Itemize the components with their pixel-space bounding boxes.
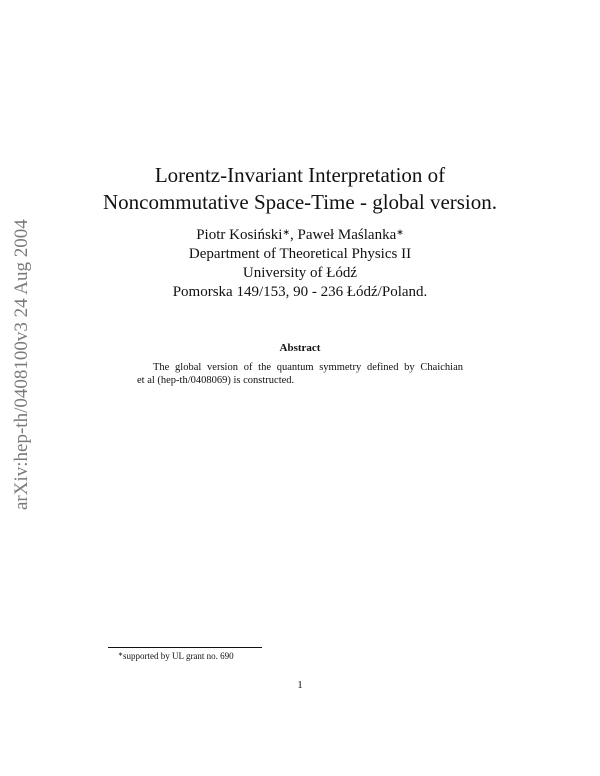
paper-title — [0, 162, 600, 216]
author-2-name: Paweł Maślanka — [297, 227, 397, 243]
title-line-2: Noncommutative Space-Time - global version. — [102, 190, 498, 214]
abstract-line-2: et al (hep-th/0408069) is constructed. — [137, 375, 295, 386]
author-block — [0, 226, 600, 302]
footnote-mark: ∗ — [118, 652, 124, 658]
title-line-1: Lorentz-Invariant Interpretation of — [154, 163, 446, 187]
author-1-name: Piotr Kosiński — [196, 227, 283, 243]
university-line: University of Łódź — [242, 265, 358, 281]
abstract-line-1: The global version of the quantum symmetry defined by Chaichian — [153, 362, 463, 373]
department-line: Department of Theoretical Physics II — [188, 246, 412, 262]
address-line: Pomorska 149/153, 90 - 236 Łódź/Poland. — [172, 284, 428, 300]
footnote-text: supported by UL grant no. 690 — [123, 651, 234, 661]
arxiv-identifier-stamp: arXiv:hep-th/0408100v3 24 Aug 2004 — [11, 219, 32, 510]
footnote — [118, 650, 234, 662]
author-names — [0, 226, 600, 245]
abstract-body — [137, 361, 463, 387]
abstract-heading: Abstract — [279, 342, 321, 354]
author-2-footnote-mark: ∗ — [396, 227, 404, 237]
author-1-footnote-mark: ∗ — [282, 227, 291, 237]
footnote-rule — [108, 647, 262, 648]
page-number: 1 — [297, 679, 303, 691]
author-separator: , — [290, 227, 298, 243]
